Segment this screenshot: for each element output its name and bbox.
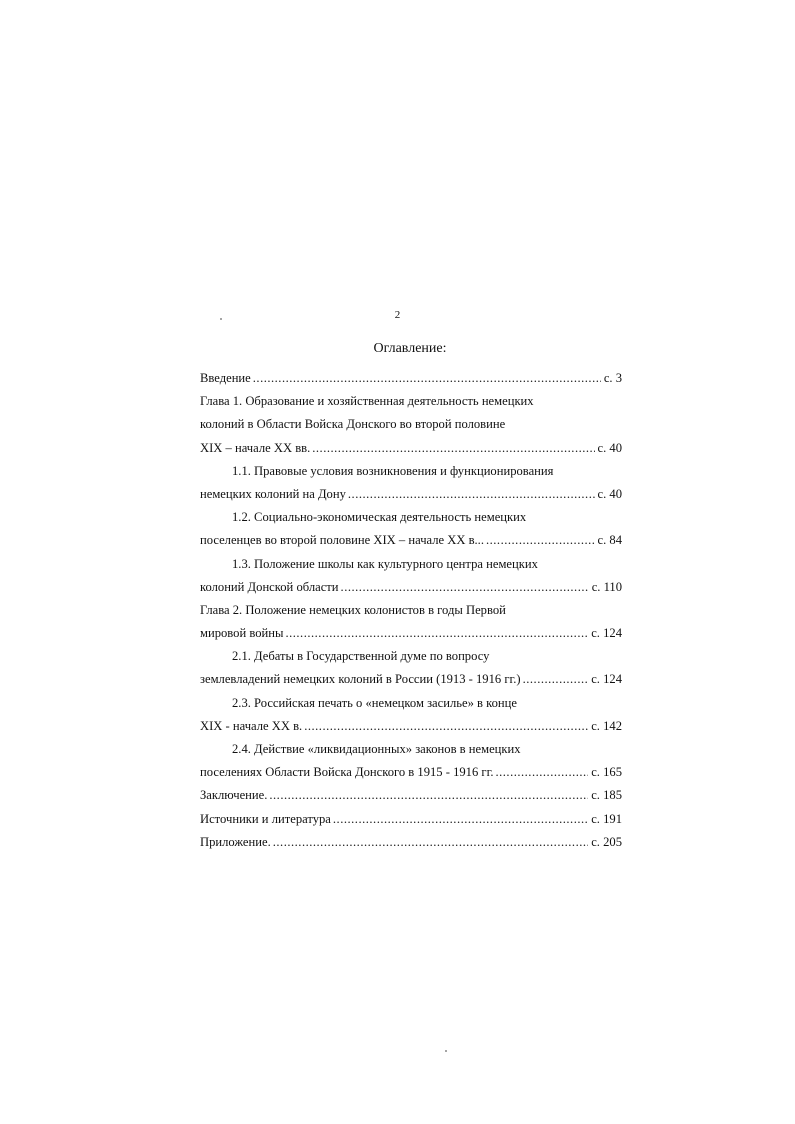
toc-entry-text: XIX – начале XX вв. (200, 440, 311, 455)
toc-entry-text: немецких колоний на Дону (200, 486, 346, 501)
toc-entry-text: 2.3. Российская печать о «немецком засилье» в конце (232, 695, 517, 710)
toc-line (200, 808, 622, 831)
toc-entry-text: Глава 2. Положение немецких колонистов в годы Первой (200, 602, 506, 617)
toc-dot-leader (341, 576, 589, 599)
toc-line (200, 692, 622, 715)
toc-entry-text: Глава 1. Образование и хозяйственная деятельность немецких (200, 394, 534, 409)
toc-line (200, 761, 622, 784)
toc-line (200, 622, 622, 645)
toc-line (200, 645, 622, 668)
toc-line (200, 668, 622, 691)
scan-speck (445, 1050, 447, 1052)
toc-dot-leader (348, 483, 595, 506)
toc-dot-leader (486, 529, 595, 552)
toc-entry-text: землевладений немецких колоний в России (1913 - 1916 гг.) (200, 672, 521, 687)
page-number: 2 (394, 309, 401, 321)
toc-dot-leader (333, 808, 588, 831)
toc-title: Оглавление: (373, 341, 447, 356)
toc-line (200, 506, 622, 529)
toc-line (200, 437, 622, 460)
toc-dot-leader (304, 715, 588, 738)
toc-entry-text: 1.3. Положение школы как культурного центра немецких (232, 556, 538, 571)
toc-dot-leader (285, 622, 588, 645)
toc-line (200, 715, 622, 738)
toc-line (200, 529, 622, 552)
toc-page-ref: с. 84 (597, 533, 622, 548)
toc-line (200, 738, 622, 761)
toc-page-ref: с. 142 (591, 718, 622, 733)
toc-entry-text: Источники и литература (200, 811, 331, 826)
toc-entry-text: Введение (200, 371, 251, 385)
toc-line (200, 460, 622, 483)
toc-line (200, 367, 622, 390)
toc-page-ref: с. 124 (591, 626, 622, 641)
toc-line (200, 784, 622, 807)
toc-page-ref: с. 40 (597, 440, 622, 455)
toc-entry-text: 1.1. Правовые условия возникновения и функционирования (232, 463, 554, 478)
toc-entry-text: XIX - начале XX в. (200, 718, 303, 733)
toc-line (200, 413, 622, 436)
toc-entry-text: 1.2. Социально-экономическая деятельность немецких (232, 510, 527, 525)
toc-dot-leader (312, 437, 594, 460)
toc-line (200, 390, 622, 413)
toc-dot-leader (269, 784, 588, 807)
toc-entry-text: колоний в Области Войска Донского во второй половине (200, 417, 506, 432)
toc-dot-leader (495, 761, 588, 784)
toc-line (200, 483, 622, 506)
toc-entry-text: 2.4. Действие «ликвидационных» законов в немецких (232, 742, 521, 756)
toc-page-ref: с. 205 (591, 834, 622, 849)
toc-page-ref: с. 3 (603, 371, 622, 385)
toc-line (200, 831, 622, 854)
toc-page-ref: с. 185 (591, 788, 622, 803)
toc-page-ref: с. 165 (591, 765, 622, 780)
toc-page-ref: с. 124 (591, 672, 622, 687)
toc-entry-text: 2.1. Дебаты в Государственной думе по вопросу (232, 649, 490, 664)
toc-entry-text: Приложение. (200, 834, 271, 849)
scan-speck (220, 318, 222, 320)
toc-dot-leader (273, 831, 588, 854)
toc-dot-leader (523, 668, 589, 691)
toc-line (200, 576, 622, 599)
table-of-contents (200, 367, 622, 854)
toc-page-ref: с. 191 (591, 811, 622, 826)
toc-line (200, 553, 622, 576)
toc-entry-text: поселениях Области Войска Донского в 1915 - 1916 гг. (200, 765, 494, 780)
toc-page-ref: с. 110 (591, 579, 622, 594)
toc-page-ref: с. 40 (597, 486, 622, 501)
toc-dot-leader (253, 367, 601, 390)
toc-line (200, 599, 622, 622)
toc-entry-text: колоний Донской области (200, 579, 339, 594)
toc-entry-text: мировой войны (200, 626, 284, 641)
toc-entry-text: Заключение. (200, 788, 268, 803)
toc-entry-text: поселенцев во второй половине XIX – начале XX в... (200, 533, 484, 548)
